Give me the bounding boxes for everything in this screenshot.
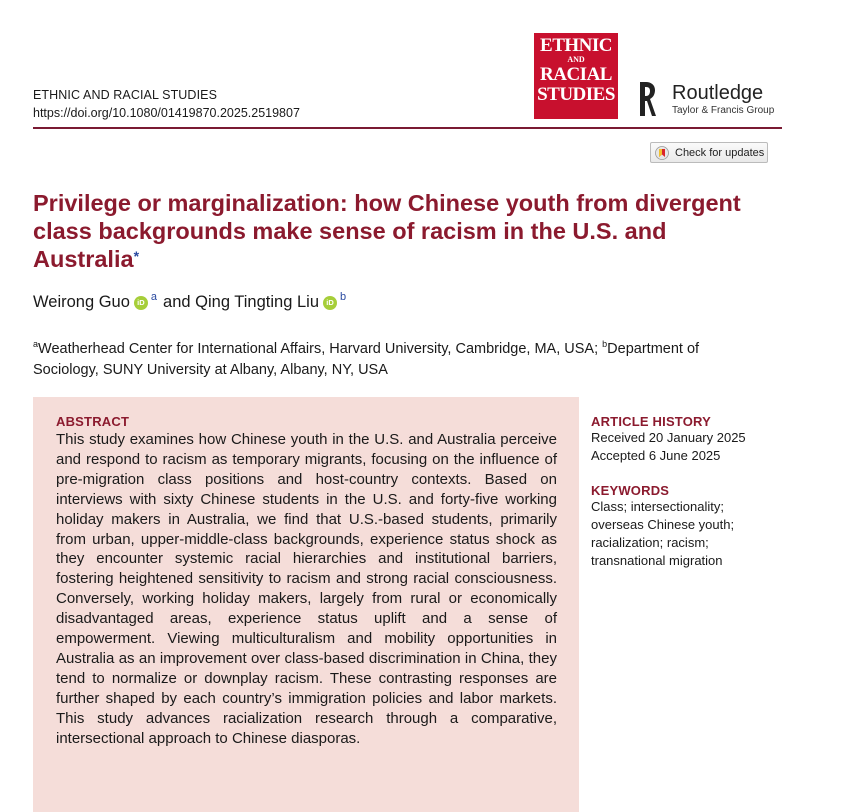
orcid-icon[interactable]: iD [134, 296, 148, 310]
author-line [33, 290, 352, 312]
check-for-updates-button[interactable] [650, 142, 768, 163]
received-date: Received 20 January 2025 [591, 430, 746, 445]
doi-link[interactable]: https://doi.org/10.1080/01419870.2025.2519807 [33, 106, 300, 120]
author-name-2[interactable]: and Qing Tingting Liu [163, 293, 319, 311]
check-updates-label: Check for updates [675, 146, 765, 159]
abstract-text: This study examines how Chinese youth in the U.S. and Australia perceive and respond to racism as temporary migrants, focusing on the influence of pre-migration class positions and host-country contexts. Based on interviews with sixty Chinese students in the U.S. and forty-five working holiday makers in Australia, we find that U.S.-based students, primarily from urban, upper-middle-class backgrounds, experience status shock as they encounter systemic racial hierarchies and institutional barriers, fostering heightened sensitivity to racism and strong racial consciousness. Conversely, working holiday makers, largely from rural or economically disadvantaged areas, experience status uplift and a sense of empowerment. Viewing multiculturalism and mobility opportunities in Australia as an improvement over class-based discrimination in China, they tend to normalize or downplay racism. These contrasting responses are further shaped by each country’s immigration policies and labor markets. This study advances racialization research through a comparative, intersectional approach to Chinese diasporas. [56, 431, 557, 747]
crossmark-icon [655, 146, 669, 160]
journal-logo [534, 33, 618, 119]
orcid-icon[interactable]: iD [323, 296, 337, 310]
article-history-heading: ARTICLE HISTORY [591, 414, 712, 429]
logo-line-2: AND [567, 55, 585, 64]
journal-name: ETHNIC AND RACIAL STUDIES [33, 88, 218, 102]
affiliation-b: Department of Sociology, SUNY University at Albany, Albany, NY, USA [33, 340, 700, 378]
title-text: Privilege or marginalization: how Chinese youth from divergent class backgrounds make sense of racism in the U.S. and Australia [33, 190, 741, 272]
keywords-section [591, 483, 791, 570]
article-title [33, 189, 763, 273]
affil-mark-b: b [602, 339, 608, 349]
article-history [591, 414, 791, 465]
header-rule [33, 127, 782, 129]
title-footnote-marker[interactable]: * [133, 248, 140, 264]
affil-mark-a: a [33, 339, 39, 349]
logo-line-3: RACIAL [540, 64, 612, 85]
author-name-1[interactable]: Weirong Guo [33, 293, 130, 311]
affiliation-a: Weatherhead Center for International Affairs, Harvard University, Cambridge, MA, USA; [38, 340, 603, 357]
keywords-heading: KEYWORDS [591, 483, 670, 498]
logo-line-1: ETHNIC [540, 35, 612, 56]
author-affil-mark-1[interactable]: a [150, 290, 158, 303]
publisher-subtitle: Taylor & Francis Group [672, 105, 775, 116]
accepted-date: Accepted 6 June 2025 [591, 448, 721, 463]
author-affil-mark-2[interactable]: b [340, 290, 347, 303]
publisher-name: Routledge [672, 82, 764, 104]
logo-line-4: STUDIES [537, 84, 615, 105]
affiliations [33, 334, 763, 381]
keywords-list: Class; intersectionality; overseas Chinese youth; racialization; racism; transnational migration [591, 499, 735, 568]
abstract-heading: ABSTRACT [56, 414, 130, 429]
routledge-logo-icon [636, 80, 656, 118]
